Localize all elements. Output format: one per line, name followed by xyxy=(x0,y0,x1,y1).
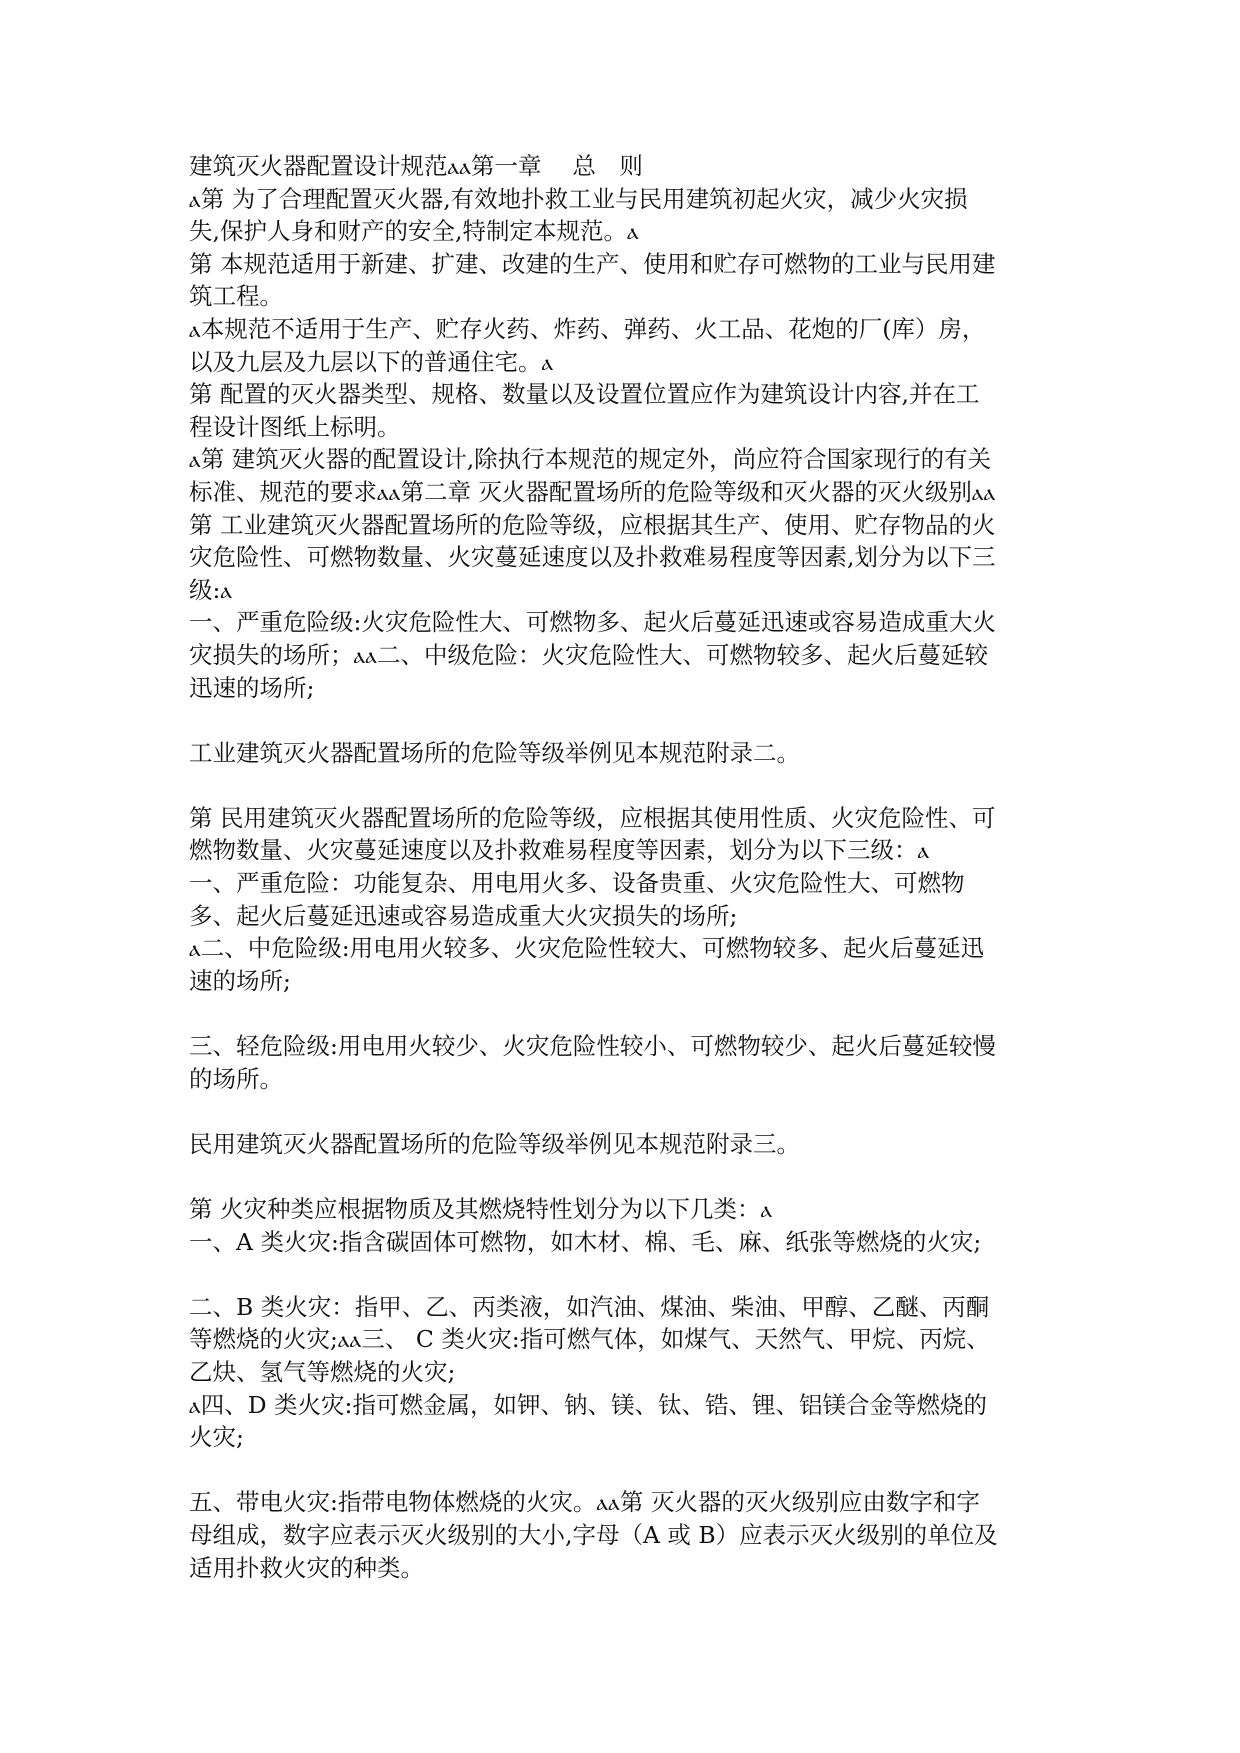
text-line: 第 本规范适用于新建、扩建、改建的生产、使用和贮存可燃物的工业与民用建 xyxy=(189,249,996,278)
text-line: 第 配置的灭火器类型、规格、数量以及设置位置应作为建筑设计内容,并在工 xyxy=(189,380,980,409)
text-line: 筑工程。 xyxy=(189,282,283,311)
blank-line xyxy=(189,704,1059,737)
text-line: 标准、规范的要求ⲁⲁ第二章 灭火器配置场所的危险等级和灭火器的灭火级别ⲁⲁ xyxy=(189,477,996,506)
text-line: 多、起火后蔓延迅速或容易造成重大火灾损失的场所; xyxy=(189,901,738,930)
text-line: 一、严重危险级:火灾危险性大、可燃物多、起火后蔓延迅速或容易造成重大火 xyxy=(189,608,996,637)
text-line: 等燃烧的火灾;ⲁⲁ三、 C 类火灾:指可燃气体，如煤气、天然气、甲烷、丙烷、 xyxy=(189,1325,990,1354)
text-line: 一、A 类火灾:指含碳固体可燃物，如木材、棉、毛、麻、纸张等燃烧的火灾; xyxy=(189,1227,982,1256)
text-line: 建筑灭火器配置设计规范ⲁⲁ第一章 总 则 xyxy=(189,152,643,180)
text-line: 工业建筑灭火器配置场所的危险等级举例见本规范附录二。 xyxy=(189,738,800,767)
text-line: 五、带电火灾:指带电物体燃烧的火灾。ⲁⲁ第 灭火器的灭火级别应由数字和字 xyxy=(189,1488,980,1517)
text-line: 燃物数量、火灾蔓延速度以及扑救难易程度等因素，划分为以下三级：ⲁ xyxy=(189,836,930,865)
text-line: 火灾; xyxy=(189,1423,244,1452)
blank-line xyxy=(189,1095,1059,1128)
text-line: 乙炔、氢气等燃烧的火灾; xyxy=(189,1357,456,1386)
text-line: ⲁ第 为了合理配置灭火器,有效地扑救工业与民用建筑初起火灾，减少火灾损 xyxy=(189,184,968,213)
text-line: 程设计图纸上标明。 xyxy=(189,412,401,441)
text-line: 迅速的场所; xyxy=(189,673,315,702)
text-line: ⲁ二、中危险级:用电用火较多、火灾危险性较大、可燃物较多、起火后蔓延迅 xyxy=(189,934,985,963)
text-line: 灾损失的场所；ⲁⲁ二、中级危险：火灾危险性大、可燃物较多、起火后蔓延较 xyxy=(189,640,988,669)
text-line: 民用建筑灭火器配置场所的危险等级举例见本规范附录三。 xyxy=(189,1129,800,1158)
text-line: 的场所。 xyxy=(189,1064,283,1093)
text-line: 适用扑救火灾的种类。 xyxy=(189,1553,424,1582)
text-line: 三、轻危险级:用电用火较少、火灾危险性较小、可燃物较少、起火后蔓延较慢 xyxy=(189,1032,996,1061)
text-line: 第 民用建筑灭火器配置场所的危险等级，应根据其使用性质、火灾危险性、可 xyxy=(189,803,996,832)
text-line: 灾危险性、可燃物数量、火灾蔓延速度以及扑救难易程度等因素,划分为以下三 xyxy=(189,543,996,572)
text-line: ⲁ四、D 类火灾:指可燃金属，如钾、钠、镁、钛、锆、锂、铝镁合金等燃烧的 xyxy=(189,1390,987,1419)
text-line: 母组成，数字应表示灭火级别的大小,字母（A 或 B）应表示灭火级别的单位及 xyxy=(189,1520,998,1549)
text-line: ⲁ第 建筑灭火器的配置设计,除执行本规范的规定外，尚应符合国家现行的有关 xyxy=(189,445,992,474)
text-line: 以及九层及九层以下的普通住宅。ⲁ xyxy=(189,347,554,376)
text-line: 二、B 类火灾：指甲、乙、丙类液，如汽油、煤油、柴油、甲醇、乙醚、丙酮 xyxy=(189,1292,990,1321)
text-line: 速的场所; xyxy=(189,966,291,995)
blank-line xyxy=(189,769,1059,802)
blank-line xyxy=(189,997,1059,1030)
text-line: 级:ⲁ xyxy=(189,575,233,604)
text-line: 失,保护人身和财产的安全,特制定本规范。ⲁ xyxy=(189,217,639,246)
text-line: ⲁ本规范不适用于生产、贮存火药、炸药、弹药、火工品、花炮的厂(库）房， xyxy=(189,314,986,343)
text-line: 第 工业建筑灭火器配置场所的危险等级，应根据其生产、使用、贮存物品的火 xyxy=(189,510,996,539)
blank-line xyxy=(189,1454,1059,1487)
blank-line xyxy=(189,1160,1059,1193)
blank-line xyxy=(189,1258,1059,1291)
text-line: 第 火灾种类应根据物质及其燃烧特性划分为以下几类：ⲁ xyxy=(189,1195,773,1223)
text-line: 一、严重危险：功能复杂、用电用火多、设备贵重、火灾危险性大、可燃物 xyxy=(189,869,965,898)
document-page xyxy=(189,150,1059,1584)
